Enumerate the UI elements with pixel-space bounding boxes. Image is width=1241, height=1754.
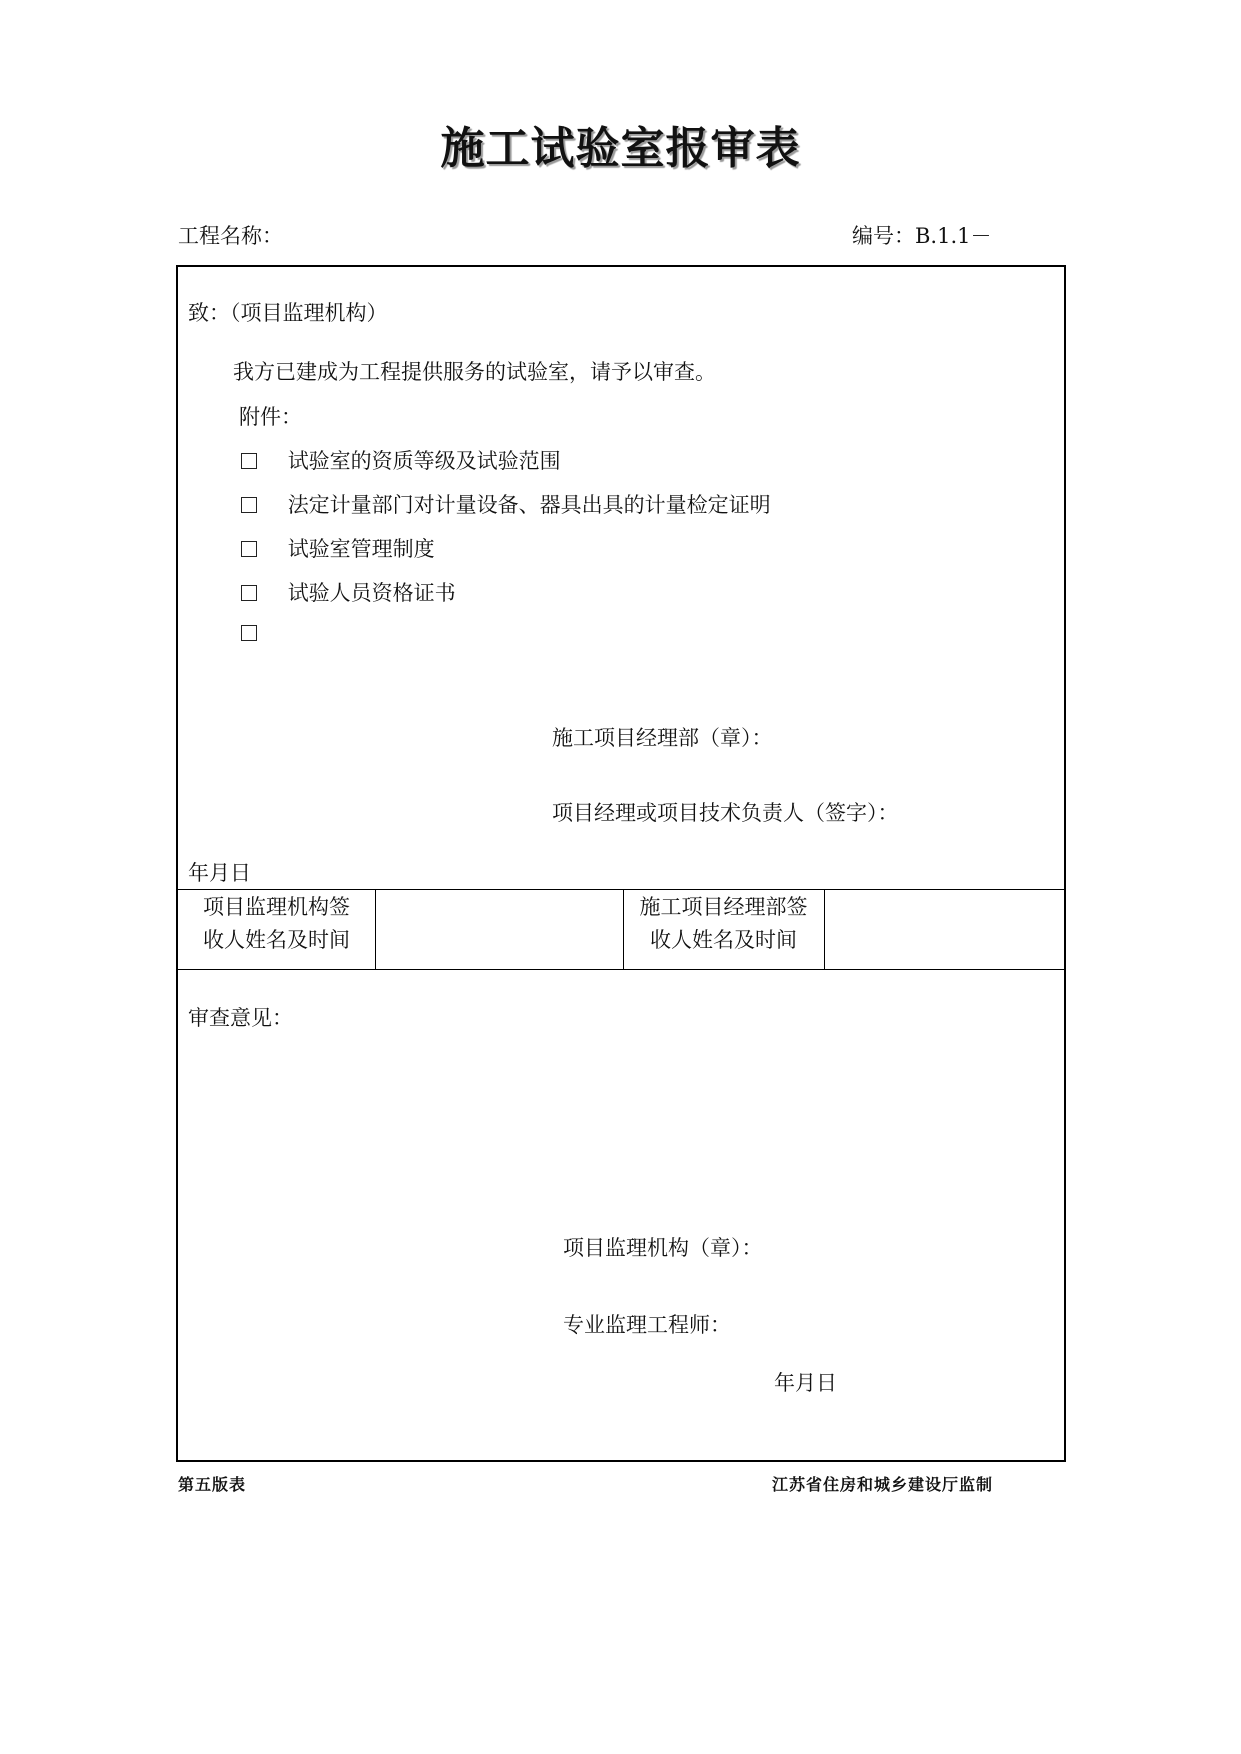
supervisor-receiver-label: [178, 891, 375, 957]
checkbox[interactable]: [241, 585, 257, 601]
review-opinion-label: 审查意见：: [188, 1006, 293, 1030]
manager-signature-label: 项目经理或项目技术负责人（签字）：: [552, 801, 899, 825]
engineer-signature-label: 专业监理工程师：: [563, 1313, 731, 1337]
contractor-seal-label: 施工项目经理部（章）：: [552, 726, 773, 750]
checkbox[interactable]: [241, 541, 257, 557]
issuer-label: 江苏省住房和城乡建设厅监制: [772, 1475, 994, 1494]
form-title: 施工试验室报审表: [440, 123, 801, 174]
attachment-item: [241, 577, 456, 607]
contractor-receiver-field[interactable]: [824, 891, 1064, 967]
row-divider: [178, 889, 1064, 890]
attachment-item: [241, 533, 435, 563]
application-statement: 我方已建成为工程提供服务的试验室，请予以审查。: [233, 360, 716, 384]
project-name-label: 工程名称：: [178, 224, 283, 248]
checkbox[interactable]: [241, 625, 257, 641]
attachment-item: [241, 621, 281, 645]
attachment-item: [241, 489, 771, 519]
label-line: 施工项目经理部签: [639, 895, 808, 919]
contractor-receiver-label: [623, 891, 824, 957]
form-table: [176, 265, 1066, 1462]
supervisor-seal-label: 项目监理机构（章）：: [563, 1236, 763, 1260]
label-line: 收人姓名及时间: [203, 928, 350, 952]
attachment-item: [241, 445, 561, 475]
attachment-label: 试验室的资质等级及试验范围: [287, 449, 561, 473]
review-date-label: 年月日: [774, 1371, 837, 1395]
attachment-label: 法定计量部门对计量设备、器具出具的计量检定证明: [287, 493, 771, 517]
edition-label: 第五版表: [178, 1475, 247, 1494]
label-line: 收人姓名及时间: [650, 928, 797, 952]
row-divider: [178, 969, 1064, 970]
supervisor-receiver-field[interactable]: [375, 891, 623, 967]
attachment-label: 试验室管理制度: [287, 537, 435, 561]
attachments-label: 附件：: [239, 405, 302, 429]
label-line: 项目监理机构签: [203, 895, 350, 919]
application-date-label: 年月日: [188, 861, 251, 885]
addressee-line: 致：（项目监理机构）: [188, 301, 388, 325]
checkbox[interactable]: [241, 453, 257, 469]
form-number-label: 编号：B.1.1－: [852, 224, 992, 248]
attachment-label: 试验人员资格证书: [287, 581, 456, 605]
checkbox[interactable]: [241, 497, 257, 513]
